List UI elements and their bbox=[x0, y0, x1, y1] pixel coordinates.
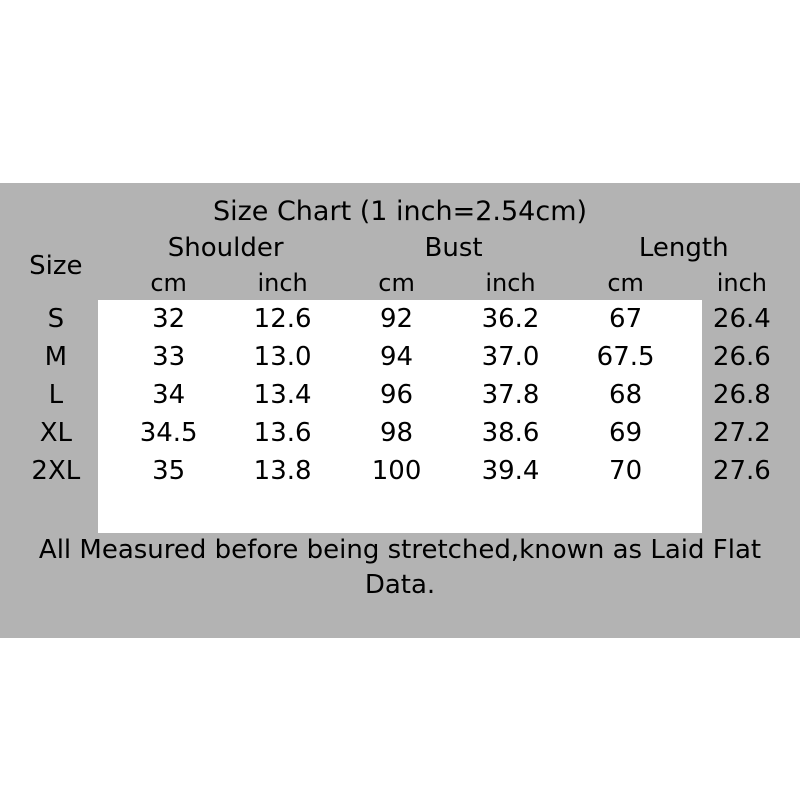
cell-size: S bbox=[47, 304, 65, 334]
cell-shoulder-inch: 13.4 bbox=[253, 380, 312, 410]
table-unit-header-row bbox=[0, 265, 800, 300]
table-group-header-row bbox=[0, 231, 800, 265]
cell-shoulder-inch: 13.0 bbox=[253, 342, 312, 372]
chart-content bbox=[0, 183, 800, 638]
cell-length-inch: 26.4 bbox=[712, 304, 771, 334]
unit-length-cm: cm bbox=[607, 268, 644, 297]
cell-shoulder-inch: 13.6 bbox=[253, 418, 312, 448]
unit-length-inch: inch bbox=[716, 268, 767, 297]
unit-shoulder-inch: inch bbox=[257, 268, 308, 297]
cell-bust-cm: 98 bbox=[380, 418, 414, 448]
cell-bust-cm: 94 bbox=[380, 342, 414, 372]
cell-size: XL bbox=[39, 418, 72, 448]
cell-length-inch: 27.2 bbox=[712, 418, 771, 448]
table-row bbox=[0, 300, 800, 338]
cell-bust-cm: 100 bbox=[371, 456, 422, 486]
cell-bust-cm: 92 bbox=[380, 304, 414, 334]
unit-bust-inch: inch bbox=[485, 268, 536, 297]
column-group-bust: Bust bbox=[424, 233, 483, 263]
cell-length-inch: 26.8 bbox=[712, 380, 771, 410]
cell-length-cm: 70 bbox=[609, 456, 643, 486]
table-row bbox=[0, 414, 800, 452]
table-row bbox=[0, 452, 800, 490]
cell-size: 2XL bbox=[31, 456, 81, 486]
size-chart-table bbox=[0, 231, 800, 490]
cell-length-cm: 67 bbox=[609, 304, 643, 334]
cell-bust-inch: 37.0 bbox=[481, 342, 540, 372]
cell-size: M bbox=[44, 342, 68, 372]
chart-title: Size Chart (1 inch=2.54cm) bbox=[212, 196, 588, 227]
cell-bust-inch: 37.8 bbox=[481, 380, 540, 410]
cell-bust-cm: 96 bbox=[380, 380, 414, 410]
column-header-size: Size bbox=[29, 250, 83, 281]
cell-length-cm: 68 bbox=[609, 380, 643, 410]
cell-shoulder-cm: 33 bbox=[152, 342, 186, 372]
cell-size: L bbox=[48, 380, 64, 410]
unit-shoulder-cm: cm bbox=[150, 268, 187, 297]
table-row bbox=[0, 376, 800, 414]
cell-shoulder-cm: 34.5 bbox=[139, 418, 198, 448]
cell-shoulder-cm: 32 bbox=[152, 304, 186, 334]
column-group-length: Length bbox=[638, 233, 729, 263]
cell-bust-inch: 39.4 bbox=[481, 456, 540, 486]
cell-length-cm: 67.5 bbox=[596, 342, 655, 372]
cell-shoulder-cm: 35 bbox=[152, 456, 186, 486]
unit-bust-cm: cm bbox=[378, 268, 415, 297]
cell-shoulder-cm: 34 bbox=[152, 380, 186, 410]
measurement-footnote: All Measured before being stretched,known as Laid Flat Data. bbox=[38, 535, 762, 600]
cell-bust-inch: 38.6 bbox=[481, 418, 540, 448]
cell-length-cm: 69 bbox=[609, 418, 643, 448]
cell-length-inch: 27.6 bbox=[712, 456, 771, 486]
column-group-shoulder: Shoulder bbox=[167, 233, 284, 263]
cell-shoulder-inch: 13.8 bbox=[253, 456, 312, 486]
cell-shoulder-inch: 12.6 bbox=[253, 304, 312, 334]
cell-length-inch: 26.6 bbox=[712, 342, 771, 372]
table-row bbox=[0, 338, 800, 376]
cell-bust-inch: 36.2 bbox=[481, 304, 540, 334]
